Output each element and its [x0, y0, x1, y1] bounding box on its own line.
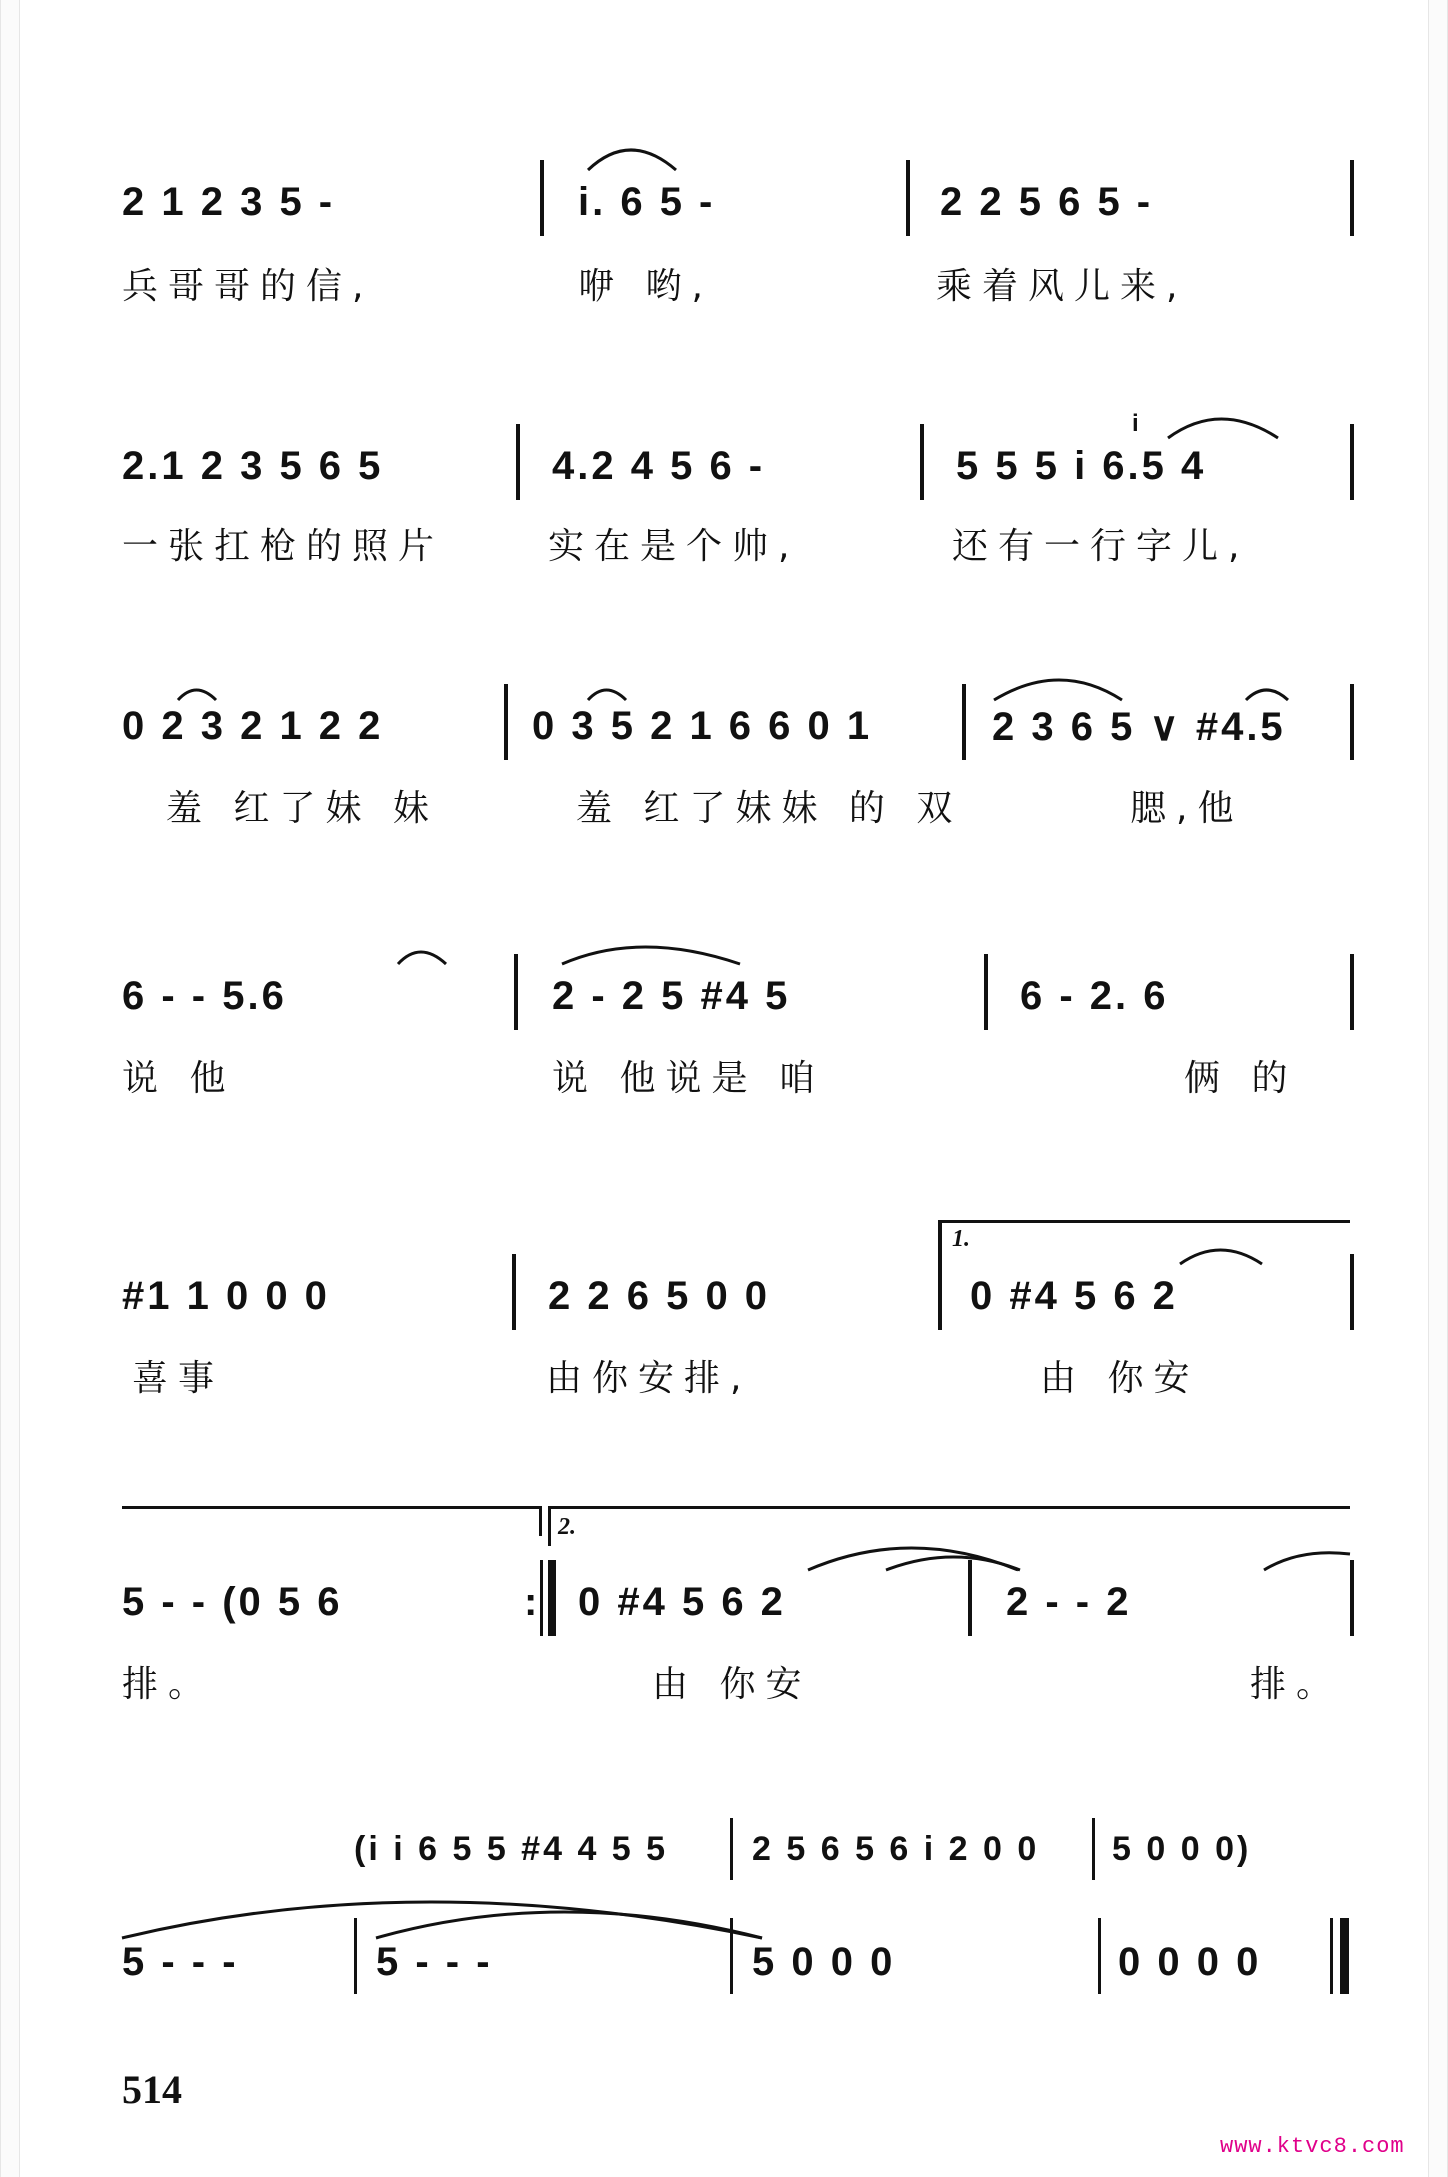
measure-notes: 0 #4 5 6 2	[578, 1580, 786, 1624]
measure-notes: 6 - - 5.6	[122, 974, 287, 1018]
site-watermark: www.ktvc8.com	[1220, 2134, 1405, 2159]
slur	[1246, 690, 1288, 700]
measure-lyrics: 由你安排,	[546, 1358, 752, 1399]
measure-lyrics: 排。	[122, 1664, 215, 1705]
measure-lyrics: 咿 哟,	[578, 266, 713, 307]
measure-notes: 2 - - 2	[1006, 1580, 1132, 1624]
measure-lyrics: 羞 红了妹妹 的 双	[576, 788, 963, 829]
measure-notes: 2 5 6 5 6 i 2 0 0	[752, 1830, 1040, 1868]
measure-lyrics: 还有一行字儿,	[952, 526, 1250, 567]
measure-notes: 5 0 0 0)	[1112, 1830, 1252, 1868]
slur	[398, 952, 446, 964]
slur	[886, 1557, 1020, 1570]
measure-lyrics: 说 他	[122, 1058, 236, 1099]
measure-notes: 2 - 2 5 #4 5	[552, 974, 791, 1018]
measure-lyrics: 排。	[1250, 1664, 1343, 1705]
measure-lyrics: 乘着风儿来,	[936, 266, 1188, 307]
measure-lyrics: 说 他说是 咱	[552, 1058, 825, 1099]
measure-notes: 5 5 5 i 6.5 4	[956, 444, 1207, 488]
page-number: 514	[122, 2067, 182, 2112]
slur	[376, 1912, 762, 1938]
measure-notes: 0 3 5 2 1 6 6 0 1	[532, 704, 873, 748]
measure-notes: 4.2 4 5 6 -	[552, 444, 766, 488]
measure-notes: i. 6 5 -	[578, 180, 716, 224]
measure-notes: 5 - - -	[122, 1940, 239, 1984]
measure-lyrics: 由 你安	[1040, 1358, 1200, 1399]
slur	[1264, 1553, 1350, 1570]
grace-note: i	[1132, 410, 1139, 437]
slur	[588, 150, 676, 170]
measure-lyrics: 俩 的	[1184, 1058, 1298, 1099]
measure-notes: (i i 6 5 5 #4 4 5 5	[354, 1830, 669, 1868]
volta-1-label: 1.	[952, 1226, 970, 1252]
measure-notes: 5 0 0 0	[752, 1940, 896, 1984]
slur	[562, 947, 740, 964]
measure-notes: 6 - 2. 6	[1020, 974, 1169, 1018]
slur	[1168, 419, 1278, 438]
measure-lyrics: 腮,他	[1130, 788, 1244, 829]
measure-lyrics: 由 你安	[652, 1664, 812, 1705]
measure-notes: 2 1 2 3 5 -	[122, 180, 336, 224]
measure-notes: #1 1 0 0 0	[122, 1274, 330, 1318]
slur	[178, 690, 216, 700]
measure-notes: 2 3 6 5 ∨ #4.5	[992, 705, 1286, 749]
measure-lyrics: 兵哥哥的信,	[122, 266, 374, 307]
measure-notes: 2.1 2 3 5 6 5	[122, 444, 384, 488]
measure-lyrics: 一张扛枪的照片	[122, 526, 445, 567]
measure-notes: 5 - - (0 5 6	[122, 1580, 343, 1624]
measure-notes: 0 2 3 2 1 2 2	[122, 704, 384, 748]
measure-lyrics: 羞 红了妹 妹	[166, 788, 439, 829]
slur	[588, 690, 626, 700]
measure-notes: 2 2 6 5 0 0	[548, 1274, 771, 1318]
volta-2-label: 2.	[558, 1514, 576, 1540]
measure-notes: 0 0 0 0	[1118, 1940, 1262, 1984]
measure-notes: 5 - - -	[376, 1940, 493, 1984]
slur	[994, 680, 1122, 700]
measure-notes: 2 2 5 6 5 -	[940, 180, 1154, 224]
measure-notes: 0 #4 5 6 2	[970, 1274, 1178, 1318]
slur	[1180, 1250, 1262, 1264]
measure-lyrics: 实在是个帅,	[548, 526, 800, 567]
measure-lyrics: 喜事	[132, 1358, 225, 1399]
repeat-dots: :	[524, 1580, 541, 1624]
